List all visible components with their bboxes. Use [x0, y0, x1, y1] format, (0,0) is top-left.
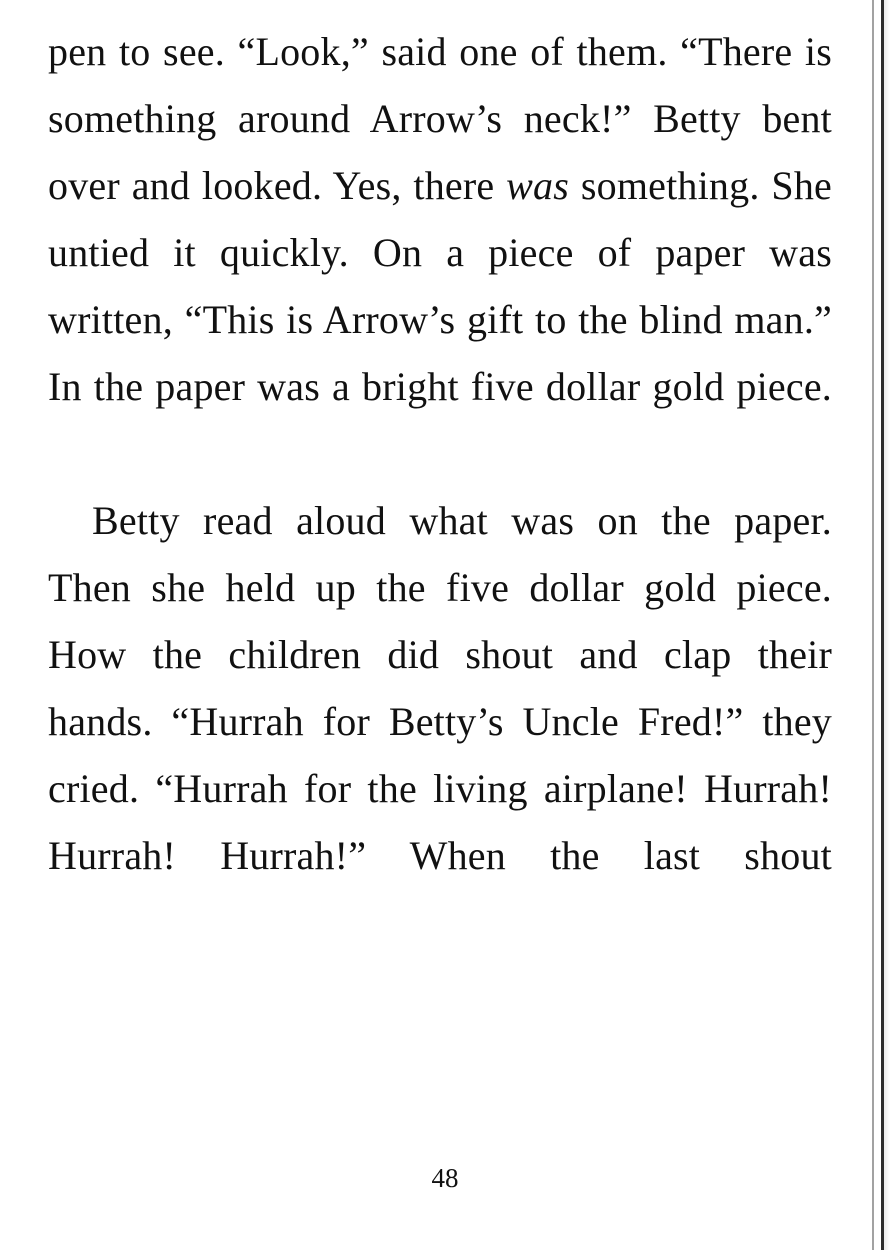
paragraph-2: [48, 487, 832, 956]
binding-edge: [858, 0, 890, 1250]
paragraph-1-segment-3: something. She untied it quickly. On a piece of paper was written, “This is Arrow’s gift to the blind man.” In the paper was a bright five dollar gold piece.: [48, 163, 832, 409]
binding-shade: [884, 0, 890, 1250]
binding-inner-line: [872, 0, 874, 1250]
paragraph-1-segment-1: pen to see. “Look,” said one of them. “There is something around Arrow’s neck!” Betty bent over and looked. Yes, there: [48, 29, 832, 208]
page-text-block: [48, 18, 832, 956]
paragraph-1: [48, 18, 832, 487]
page-number: 48: [431, 1163, 459, 1193]
binding-outer-line: [881, 0, 884, 1250]
paragraph-1-emphasis: was: [506, 163, 570, 208]
paragraph-2-segment-1: Betty read aloud what was on the paper. Then she held up the five dollar gold piece. How the children did shout and clap their hands. “Hurrah for Betty’s Uncle Fred!” they cried. “Hurrah for the living airplane! Hurrah! Hurrah! Hurrah!” When the last shout: [48, 498, 832, 878]
